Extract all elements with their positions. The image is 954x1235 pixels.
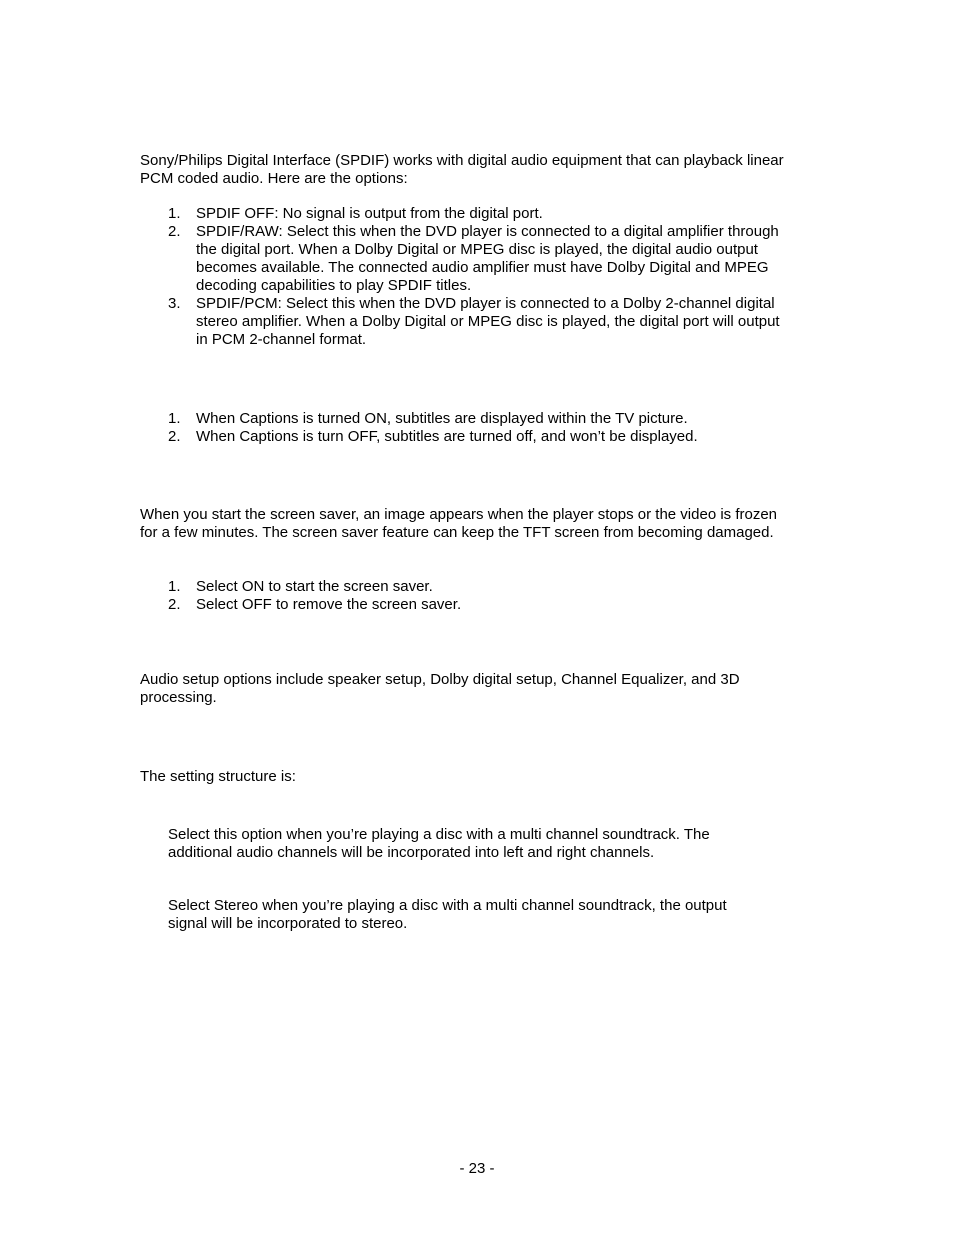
list-number: 2.	[168, 223, 181, 240]
list-text: Select ON to start the screen saver.	[196, 578, 433, 595]
screen-saver-intro: When you start the screen saver, an image appears when the player stops or the video is frozen for a few minutes. The screen saver feature can keep the TFT screen from becoming damaged.	[140, 506, 778, 541]
page-number: - 23 -	[459, 1160, 495, 1177]
list-number: 1.	[168, 578, 181, 595]
spdif-intro: Sony/Philips Digital Interface (SPDIF) works with digital audio equipment that can playback linear PCM coded audio. Here are the options:	[140, 152, 784, 187]
list-text: When Captions is turned ON, subtitles are displayed within the TV picture.	[196, 410, 688, 427]
spdif-options-list	[168, 205, 788, 349]
setting-structure-intro: The setting structure is:	[140, 768, 296, 785]
list-text: When Captions is turn OFF, subtitles are turned off, and won’t be displayed.	[196, 428, 698, 445]
audio-setup-intro: Audio setup options include speaker setup, Dolby digital setup, Channel Equalizer, and 3D processing.	[140, 671, 740, 706]
list-number: 2.	[168, 596, 181, 613]
list-item	[168, 428, 788, 446]
list-number: 1.	[168, 410, 181, 427]
list-item	[168, 205, 788, 223]
list-item	[168, 295, 788, 349]
list-item	[168, 596, 788, 614]
list-text: SPDIF/RAW: Select this when the DVD player is connected to a digital amplifier through the digital port. When a Dolby Digital or MPEG disc is played, the digital audio output becomes available. The connected audio amplifier must have Dolby Digital and MPEG decoding capabilities to play SPDIF titles.	[196, 223, 779, 294]
list-number: 3.	[168, 295, 181, 312]
list-number: 1.	[168, 205, 181, 222]
list-item	[168, 223, 788, 295]
captions-options-list	[168, 410, 788, 446]
screen-saver-options-list	[168, 578, 788, 614]
list-number: 2.	[168, 428, 181, 445]
list-text: SPDIF/PCM: Select this when the DVD player is connected to a Dolby 2-channel digital stereo amplifier. When a Dolby Digital or MPEG disc is played, the digital port will output in PCM 2-channel format.	[196, 295, 780, 348]
list-text: SPDIF OFF: No signal is output from the digital port.	[196, 205, 543, 222]
list-text: Select OFF to remove the screen saver.	[196, 596, 462, 613]
downmix-description: Select this option when you’re playing a disc with a multi channel soundtrack. The additional audio channels will be incorporated into left and right channels.	[168, 826, 710, 861]
list-item	[168, 410, 788, 428]
stereo-description: Select Stereo when you’re playing a disc with a multi channel soundtrack, the output signal will be incorporated to stereo.	[168, 897, 727, 932]
list-item	[168, 578, 788, 596]
